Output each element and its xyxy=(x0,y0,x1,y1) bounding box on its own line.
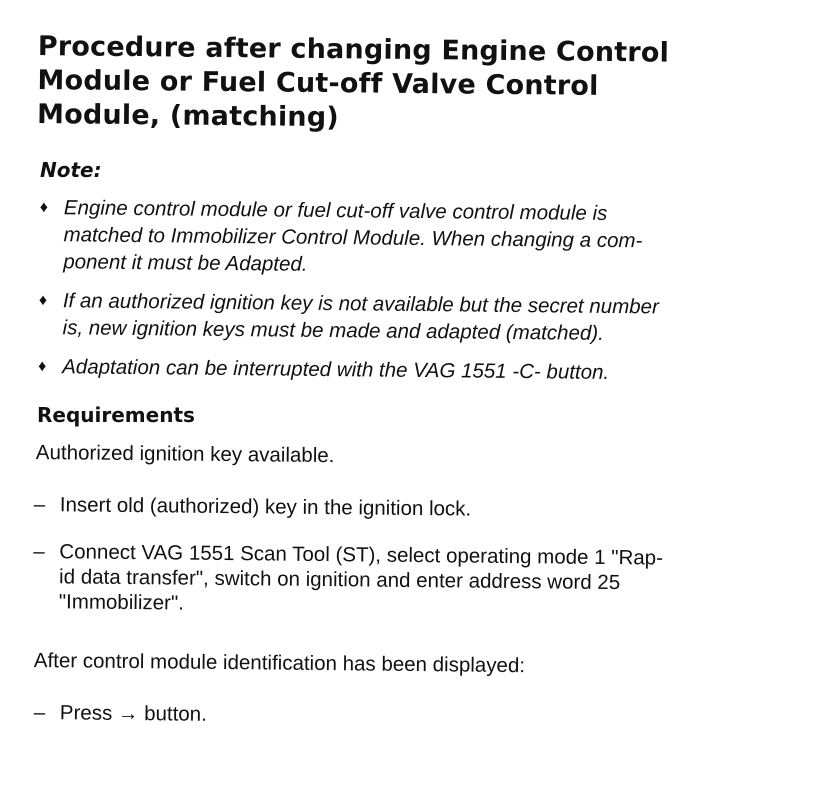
dash-bullet-icon: – xyxy=(33,539,45,564)
step-item xyxy=(33,539,774,622)
procedure-title xyxy=(37,30,778,140)
step-item xyxy=(34,492,774,525)
step-line: "Immobilizer". xyxy=(58,590,185,615)
note-line: is, new ignition keys must be made and adapted (matched). xyxy=(62,316,604,345)
note-item xyxy=(39,194,780,283)
title-line: Module or Fuel Cut-off Valve Control xyxy=(37,64,599,102)
step-line: id data transfer", switch on ignition and enter address word 25 xyxy=(58,565,621,595)
note-line: ponent it must be Adapted. xyxy=(63,250,308,276)
note-line: If an authorized ignition key is not available but the secret number xyxy=(62,289,659,319)
title-line: Module, (matching) xyxy=(36,98,340,134)
dash-bullet-icon: – xyxy=(33,700,46,725)
dash-bullet-icon: – xyxy=(33,492,46,517)
note-line: Engine control module or fuel cut-off valve control module is xyxy=(63,196,608,225)
note-item xyxy=(38,353,778,388)
step-line: Connect VAG 1551 Scan Tool (ST), select operating mode 1 "Rap- xyxy=(59,540,664,570)
final-step-list xyxy=(34,700,774,733)
diamond-bullet-icon: ♦ xyxy=(38,357,47,376)
diamond-bullet-icon: ♦ xyxy=(38,291,48,310)
requirements-heading: Requirements xyxy=(37,403,195,427)
step-item xyxy=(34,700,774,733)
step-line: Press → button. xyxy=(59,701,207,726)
requirements-text: Authorized ignition key available. xyxy=(35,440,335,468)
after-identification-text: After control module identification has been displayed: xyxy=(33,648,526,678)
diamond-bullet-icon: ♦ xyxy=(39,198,49,217)
note-item xyxy=(38,287,779,349)
note-list xyxy=(38,194,780,400)
title-line: Procedure after changing Engine Control xyxy=(37,30,670,69)
note-line: matched to Immobilizer Control Module. When changing a com- xyxy=(63,223,643,253)
note-line: Adaptation can be interrupted with the VAG 1551 -C- button. xyxy=(62,355,610,384)
step-line: Insert old (authorized) key in the ignition lock. xyxy=(59,493,472,521)
note-heading: Note: xyxy=(40,158,102,182)
step-list xyxy=(32,492,773,644)
